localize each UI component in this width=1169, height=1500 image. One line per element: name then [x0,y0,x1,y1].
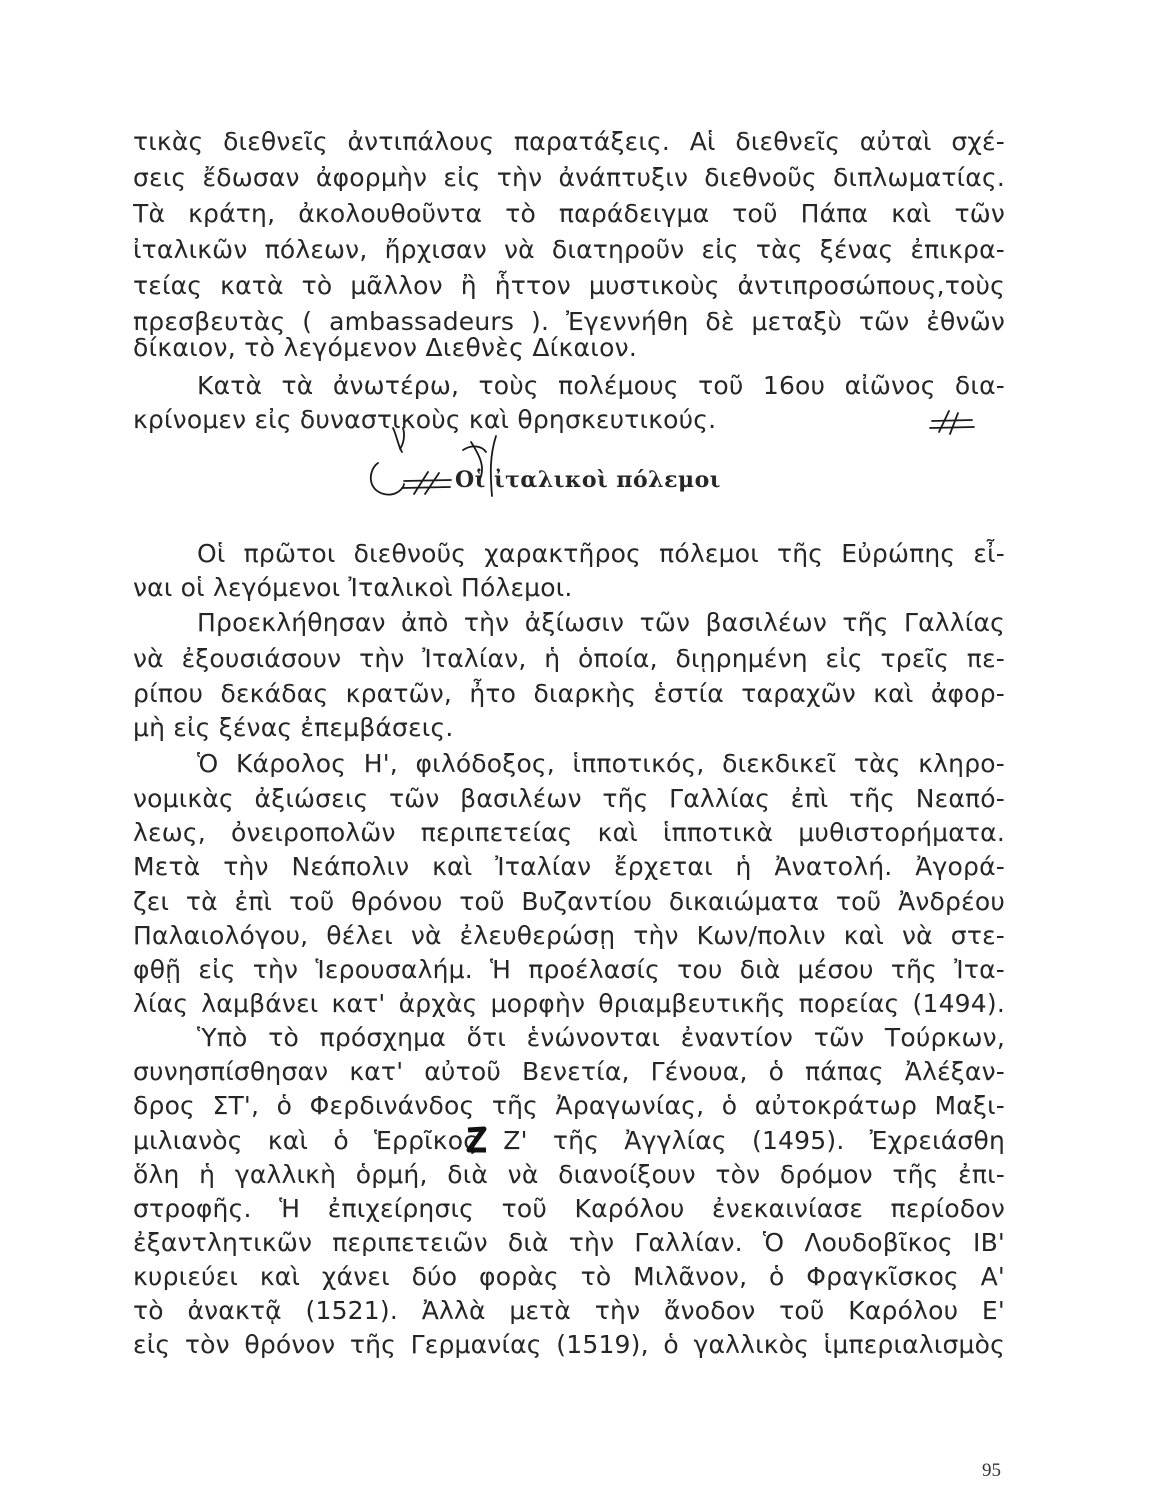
text-line: ὅλη ἡ γαλλικὴ ὁρμή, διὰ νὰ διανοίξουν τὸν δρόμον τῆς ἐπι- [133,1160,1005,1189]
text-line: λεως, ὀνειροπολῶν περιπετείας καὶ ἱπποτικὰ μυθιστορήματα. [133,818,1005,847]
text-line: Ὁ Κάρολος Η', φιλόδοξος, ἱπποτικός, διεκδικεῖ τὰς κληρο- [197,749,1005,778]
text-line: Παλαιολόγου, θέλει νὰ ἐλευθερώσῃ τὴν Κων/πολιν καὶ νὰ στε- [133,921,1005,950]
text-line: Οἱ πρῶτοι διεθνοῦς χαρακτῆρος πόλεμοι τῆς Εὐρώπης εἶ- [197,539,1005,568]
text-line: τείας κατὰ τὸ μᾶλλον ἢ ἧττον μυστικοὺς ἀντιπροσώπους,τοὺς [133,271,1005,300]
page-number: 95 [982,1460,1001,1481]
proof-mark-stroke [402,487,450,488]
text-line: Ὑπὸ τὸ πρόσχημα ὅτι ἑνώνονται ἐναντίον τῶν Τούρκων, [197,1023,1005,1052]
proof-mark-stroke [932,420,972,421]
section-heading: Οἱ ἰταλικοὶ πόλεμοι [455,467,721,493]
text-line: κυριεύει καὶ χάνει δύο φορὰς τὸ Μιλᾶνον, ὁ Φραγκῖσκος Α' [133,1262,1005,1291]
text-line: ναι οἱ λεγόμενοι Ἰταλικοὶ Πόλεμοι. [133,573,573,602]
text-line: λίας λαμβάνει κατ' ἀρχὰς μορφὴν θριαμβευτικῆς πορείας (1494). [133,989,1005,1018]
text-line: μὴ εἰς ξένας ἐπεμβάσεις. [133,713,454,742]
text-line: συνησπίσθησαν κατ' αὐτοῦ Βενετία, Γένουα, ὁ πάπας Ἀλέξαν- [133,1057,1005,1086]
proof-mark-stroke [425,473,439,494]
text-line: τικὰς διεθνεῖς ἀντιπάλους παρατάξεις. Αἱ διεθνεῖς αὐταὶ σχέ- [133,127,1005,156]
text-line: στροφῆς. Ἡ ἐπιχείρησις τοῦ Καρόλου ἐνεκαινίασε περίοδον [133,1194,1005,1223]
text-line: Μετὰ τὴν Νεάπολιν καὶ Ἰταλίαν ἔρχεται ἡ Ἀνατολή. Ἀγορά- [133,852,1005,881]
text-line: Τὰ κράτη, ἀκολουθοῦντα τὸ παράδειγμα τοῦ Πάπα καὶ τῶν [133,199,1005,228]
proof-mark-stroke [371,463,404,495]
text-line: πρεσβευτὰς ( ambassadeurs ). Ἐγεννήθη δὲ μεταξὺ τῶν ἐθνῶν [133,307,1005,336]
proof-mark-stroke [414,472,428,494]
text-line: τὸ ἀνακτᾷ (1521). Ἀλλὰ μετὰ τὴν ἄνοδον τοῦ Καρόλου Ε' [133,1296,1005,1325]
proof-mark-stroke [930,427,974,428]
text-line: φθῇ εἰς τὴν Ἱερουσαλήμ. Ἡ προέλασίς του διὰ μέσου τῆς Ἰτα- [133,955,1005,984]
text-line: μιλιανὸς καὶ ὁ Ἑρρῖκος Ζ' τῆς Ἀγγλίας (1495). Ἐχρειάσθη [133,1126,1005,1155]
proof-mark-stroke [939,411,949,432]
proof-mark-stroke [463,446,486,452]
proof-mark-stroke [404,480,451,481]
text-line: σεις ἔδωσαν ἀφορμὴν εἰς τὴν ἀνάπτυξιν διεθνοῦς διπλωματίας. [133,163,1005,192]
text-line: ἰταλικῶν πόλεων, ἤρχισαν νὰ διατηροῦν εἰς τὰς ξένας ἐπικρα- [133,235,1005,264]
text-line: δίκαιον, τὸ λεγόμενον Διεθνὲς Δίκαιον. [133,333,638,362]
text-line: ρίπου δεκάδας κρατῶν, ἦτο διαρκὴς ἑστία ταραχῶν καὶ ἀφορ- [133,679,1005,708]
proof-mark-stroke [950,413,958,434]
text-line: ζει τὰ ἐπὶ τοῦ θρόνου τοῦ Βυζαντίου δικαιώματα τοῦ Ἀνδρέου [133,887,1005,916]
text-line: εἰς τὸν θρόνον τῆς Γερμανίας (1519), ὁ γαλλικὸς ἱμπεριαλισμὸς [133,1330,1005,1359]
text-line: δρος ΣΤ', ὁ Φερδινάνδος τῆς Ἀραγωνίας, ὁ αὐτοκράτωρ Μαξι- [133,1091,1005,1120]
text-line: νὰ ἐξουσιάσουν τὴν Ἰταλίαν, ἡ ὁποία, διῃρημένη εἰς τρεῖς πε- [133,644,1005,673]
text-line: ἐξαντλητικῶν περιπετειῶν διὰ τὴν Γαλλίαν. Ὁ Λουδοβῖκος ΙΒ' [133,1228,1005,1257]
text-line: Προεκλήθησαν ἀπὸ τὴν ἀξίωσιν τῶν βασιλέων τῆς Γαλλίας [197,608,1005,637]
text-line: κρίνομεν εἰς δυναστικοὺς καὶ θρησκευτικούς. [133,405,717,434]
text-line: Κατὰ τὰ ἀνωτέρω, τοὺς πολέμους τοῦ 16ου αἰῶνος δια- [197,371,1005,400]
text-line: νομικὰς ἀξιώσεις τῶν βασιλέων τῆς Γαλλίας ἐπὶ τῆς Νεαπό- [133,784,1005,813]
